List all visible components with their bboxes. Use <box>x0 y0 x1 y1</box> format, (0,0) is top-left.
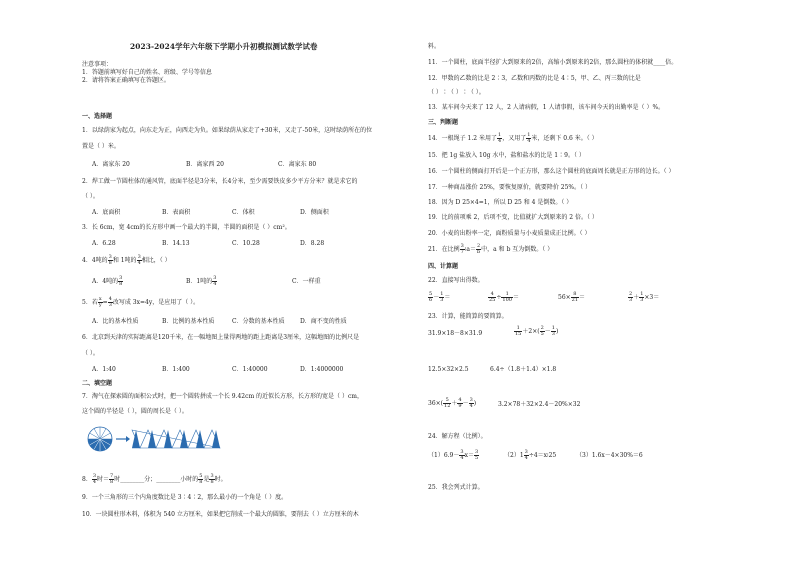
q24-fraction-2: $\frac{3}{5}$ <box>474 449 479 461</box>
q5-text-a: 5．若 <box>82 299 98 306</box>
q22-op-1: － <box>433 294 440 301</box>
q5-option-c: C．分数的基本性质 <box>232 318 285 325</box>
section-judge: 三、判断题 <box>428 119 459 126</box>
q23-line: 23．计算，能简算的要简算。 <box>428 313 508 320</box>
q2-option-a: A．底面积 <box>92 209 121 216</box>
q5-text-b: 改写成 3x=4y，是应用了（ ）。 <box>112 299 200 306</box>
circle-to-rectangle-figure <box>82 425 242 453</box>
q12-line1: 12．甲数的乙数的比是 2∶3，乙数和丙数的比是 4∶5，甲、乙、丙三数的比是 <box>428 75 641 82</box>
q8-text-c: 时 <box>114 476 121 483</box>
q4-option-b-fraction: $\frac{3}{4}$ <box>213 275 217 287</box>
q24-eq-2 <box>504 450 556 461</box>
q13-line: 13．某车间今天来了 12 人，2 人请病假，1 人请事假，该车间今天的出勤率是（ ）%。 <box>428 104 665 111</box>
q21-fraction-2: $\frac{2}{b}$ <box>476 243 481 255</box>
notice-item-1: 1．答题前填写好自己的姓名、班级、学号等信息 <box>82 69 212 76</box>
q22-item-2 <box>488 292 519 303</box>
q22-fraction-1: $\frac{5}{6}$ <box>429 291 433 303</box>
section-choice: 一、选择题 <box>82 113 113 120</box>
q22-fraction-2: $\frac{1}{3}$ <box>440 291 444 303</box>
q23-expr-3: 12.5×32×2.5 <box>428 366 469 373</box>
q8-fraction-2: $\frac{7}{8}$ <box>110 473 114 485</box>
q23-fraction-3: $\frac{1}{3}$ <box>551 325 555 337</box>
q3-option-b: B．14.13 <box>162 240 190 247</box>
q22-item-1 <box>428 292 450 303</box>
q23-expr-2: $\frac{1}{15}$ ＋2×( $\frac{2}{5}$ － $\frac{1}{3}$ ) <box>515 325 559 337</box>
q4-text-c: 相比，（ ） <box>141 257 171 264</box>
q14-text-c: 米，还剩下 0.6 米。（ ） <box>531 135 598 142</box>
q8-fraction-1: $\frac{3}{4}$ <box>92 473 97 485</box>
q14-text-a: 14．一根绳子 1.2 米用了 <box>428 135 497 142</box>
q14-text-b: ，又用了 <box>502 135 527 142</box>
q3-line1: 3．长 6cm，宽 4cm的长方形中画一个最大的半圆，半圆的面积是（ ）cm²。 <box>82 224 291 231</box>
q2-line2: （ ）。 <box>82 193 99 200</box>
q22-op-3: 56× <box>558 294 571 301</box>
q22-fraction-5: $\frac{8}{21}$ <box>571 291 579 303</box>
q4-fraction-1: $\frac{3}{8}$ <box>108 254 112 266</box>
q6-option-c: C．1:40000 <box>232 366 268 373</box>
q6-line1: 6．北京到天津的实际距离是120千米，在一幅地图上量得两地的距上距离是3厘米，这幅地图的比例尺是 <box>82 334 360 341</box>
q23-fraction-5: $\frac{4}{9}$ <box>458 397 462 409</box>
q8-fraction-4: $\frac{3}{8}$ <box>210 473 214 485</box>
q1-option-a: A．离家东 20 <box>92 161 130 168</box>
q2-line1: 2．焊工做一节圆柱体的通风管，底面半径是3分米，长4分米，至少需要铁皮多少平方分米？就是求它的 <box>82 178 358 185</box>
q22-eq-4: ＝ <box>653 294 660 301</box>
q6-option-d: D．1:4000000 <box>300 366 344 373</box>
q5-option-a: A．比的基本性质 <box>92 318 139 325</box>
q22-op-2: ÷ <box>496 294 502 301</box>
section-fill: 二、填空题 <box>82 380 113 387</box>
q20-line: 20．小麦的出粉率一定，面粉质量与小麦质量成正比例。（ ） <box>428 230 591 237</box>
q5-fraction-2: $\frac{4}{3}$ <box>108 296 112 308</box>
q3-option-c: C．10.28 <box>232 240 260 247</box>
q2-option-c: C．体积 <box>232 209 255 216</box>
q22-fraction-3: $\frac{4}{25}$ <box>489 291 496 303</box>
q4-text-b: 和 1吨的 <box>112 257 137 264</box>
q14-line <box>428 133 598 144</box>
q24-eq-1 <box>428 450 479 461</box>
q22-op-4: ＋ <box>633 294 640 301</box>
q24-line: 24．解方程（比例）。 <box>428 433 487 440</box>
q24-fraction-1: $\frac{3}{4}$ <box>460 449 464 461</box>
q21-fraction-1: $\frac{3}{7}$ <box>460 243 464 255</box>
q23-fraction-1: $\frac{1}{15}$ <box>515 325 522 337</box>
q3-option-d: D．8.28 <box>300 240 325 247</box>
rearranged-sectors-icon <box>132 430 220 448</box>
q21-line: 21．在比例 $\frac{3}{7}$ ∶a＝ $\frac{2}{b}$ 中，a 和 b 互为倒数。（ ） <box>428 243 554 255</box>
q24-eq-3: （3）1.6x－4×30%＝6 <box>576 452 643 459</box>
q10-continued: 料。 <box>428 43 441 50</box>
q24-eq2-text-b: ÷4＝x∶25 <box>528 452 557 459</box>
q8-line1: 8． $\frac{3}{4}$ 时＝ $\frac{7}{8}$ 时________分；________小时的 $\frac{5}{8}$ 是 $\frac{3}{8}$ 时。 <box>82 473 227 485</box>
q22-eq-1: ＝ <box>444 294 451 301</box>
q4-option-c: C．一样重 <box>292 278 321 285</box>
q24-fraction-3: $\frac{3}{4}$ <box>524 449 528 461</box>
q23-fraction-4: $\frac{5}{12}$ <box>444 397 451 409</box>
q5-option-b: B．比例的基本性质 <box>162 318 215 325</box>
q5-option-d: D．商不变的性质 <box>300 318 347 325</box>
q18-line: 18．因为 D 25×4=1，所以 D 25 和 4 是倒数。（ ） <box>428 199 573 206</box>
notice-item-2: 2．请将答案正确填写在答题区。 <box>82 77 170 84</box>
q1-line2: 置是（ ）米。 <box>82 143 120 150</box>
q8-text-e: 小时的 <box>180 476 199 483</box>
q3-option-a: A．6.28 <box>92 240 116 247</box>
q1-line1: 1．以绿荫家为起点，向东走为正，向西走为负。如果绿荫从家走了+30米，又走了-50米，这时绿荫所在的位 <box>82 127 373 134</box>
q10-line: 10．一块圆柱形木料，体积为 540 立方厘米，如果把它削成一个最大的圆锥，要削去（ ）立方厘米的木 <box>82 511 359 518</box>
q6-line2: （ ）。 <box>82 350 99 357</box>
q24-eq1-text-b: x＝ <box>464 452 474 459</box>
q23-expr-4: 6.4÷（1.8＋1.4）×1.8 <box>490 366 557 373</box>
q22-fraction-6: $\frac{2}{3}$ <box>629 291 633 303</box>
q23-fraction-2: $\frac{2}{5}$ <box>540 325 544 337</box>
q22-fraction-4: $\frac{1}{100}$ <box>502 291 512 303</box>
q22-eq-3: ＝ <box>579 294 586 301</box>
q4-text-a: 4．4吨的 <box>82 257 108 264</box>
q21-text-b: 中，a 和 b 互为倒数。（ ） <box>481 246 554 253</box>
q8-text-a: 8． <box>82 476 92 483</box>
q22-item-4: $\frac{2}{3}$ ＋ $\frac{1}{3}$ ×3＝ <box>629 291 660 303</box>
section-calc: 四、计算题 <box>428 263 459 270</box>
q21-text-a: 21．在比例 <box>428 246 460 253</box>
q2-option-b: B．表面积 <box>162 209 191 216</box>
q9-line: 9．一个三角形的三个内角度数比是 3∶4∶2，那么最小的一个角是（ ）度。 <box>82 494 288 501</box>
q12-line2: （ ）∶（ ）∶（ ）。 <box>428 89 485 96</box>
circle-sectors-icon <box>88 427 112 451</box>
q25-line: 25．我会列式计算。 <box>428 484 484 491</box>
q6-option-b: B．1:400 <box>162 366 190 373</box>
q4-option-b: B．1吨的 $\frac{3}{4}$ <box>186 275 217 287</box>
notice-heading: 注意事项： <box>82 61 113 68</box>
q5-line1: 5．若 $\frac{x}{y}$ = $\frac{4}{3}$ 改写成 3x=4y，是应用了（ ）。 <box>82 296 200 308</box>
q14-fraction-2: $\frac{1}{4}$ <box>527 132 531 144</box>
q1-option-c: C．离家东 80 <box>278 161 317 168</box>
q15-line: 15．把 1g 盐放入 10g 水中，盐和盐水的比是 1∶9。（ ） <box>428 152 585 159</box>
q23-expr-5: 36×( $\frac{5}{12}$ ＋ $\frac{4}{9}$ － $\frac{3}{4}$ ) <box>428 397 477 409</box>
q2-option-d: D．侧面积 <box>300 209 329 216</box>
q8-fraction-3: $\frac{5}{8}$ <box>199 473 203 485</box>
q24-eq1-text-a: （1）6.9－ <box>428 452 460 459</box>
q22-eq-2: ＝ <box>512 294 519 301</box>
q22-fraction-7: $\frac{1}{3}$ <box>640 291 644 303</box>
q1-option-b: B．离家西 20 <box>186 161 224 168</box>
q8-text-g: 时。 <box>214 476 227 483</box>
q4-fraction-2: $\frac{3}{4}$ <box>137 254 141 266</box>
page-title: 2023-2024学年六年级下学期小升初模拟测试数学试卷 <box>130 42 318 51</box>
q7-line2: 这个圆的半径是（ ），圆的周长是（ ）。 <box>82 408 188 415</box>
q23-fraction-6: $\frac{3}{4}$ <box>469 397 473 409</box>
arrow-icon <box>116 436 130 442</box>
q16-line: 16．一个圆柱的侧面打开后是一个正方形，那么这个圆柱的底面周长就是正方形的边长。（ ） <box>428 168 675 175</box>
q22-line: 22．直接写出得数。 <box>428 277 484 284</box>
q6-option-a: A．1:40 <box>92 366 116 373</box>
q4-line1 <box>82 255 171 266</box>
q19-line: 19．比的前项乘 2，后项不变，比值就扩大到原来的 2 倍。（ ） <box>428 214 598 221</box>
q23-expr-1: 31.9×18－8×31.9 <box>428 330 483 337</box>
q4-option-a-fraction: $\frac{3}{8}$ <box>119 275 123 287</box>
q24-eq2-text-a: （2）1 <box>504 452 524 459</box>
q7-line1: 7．淘气在探索圆的面积公式时，把一个圆转拼成一个长 9.42cm 的近似长方形，长方形的宽是（ ）cm， <box>82 393 363 400</box>
q17-line: 17．一种商品涨价 25%，要恢复原价，就要降价 25%。（ ） <box>428 184 592 191</box>
q4-option-a: A．4吨的 $\frac{3}{8}$ <box>92 275 123 287</box>
q11-line: 11．一个圆柱，底面半径扩大到原来的2倍，高缩小到原来的2倍，那么圆柱的体积就____倍。 <box>428 59 678 66</box>
q14-fraction-1: $\frac{1}{4}$ <box>498 132 502 144</box>
q8-text-f: 是 <box>203 476 210 483</box>
q8-text-d: 分； <box>144 476 157 483</box>
q5-fraction-1: $\frac{x}{y}$ <box>98 296 102 308</box>
q8-text-b: 时＝ <box>97 476 110 483</box>
q23-expr-6: 3.2×78＋32×2.4－20%×32 <box>498 401 581 408</box>
q22-item-3 <box>558 292 585 303</box>
q22-op-5: × <box>644 294 650 301</box>
